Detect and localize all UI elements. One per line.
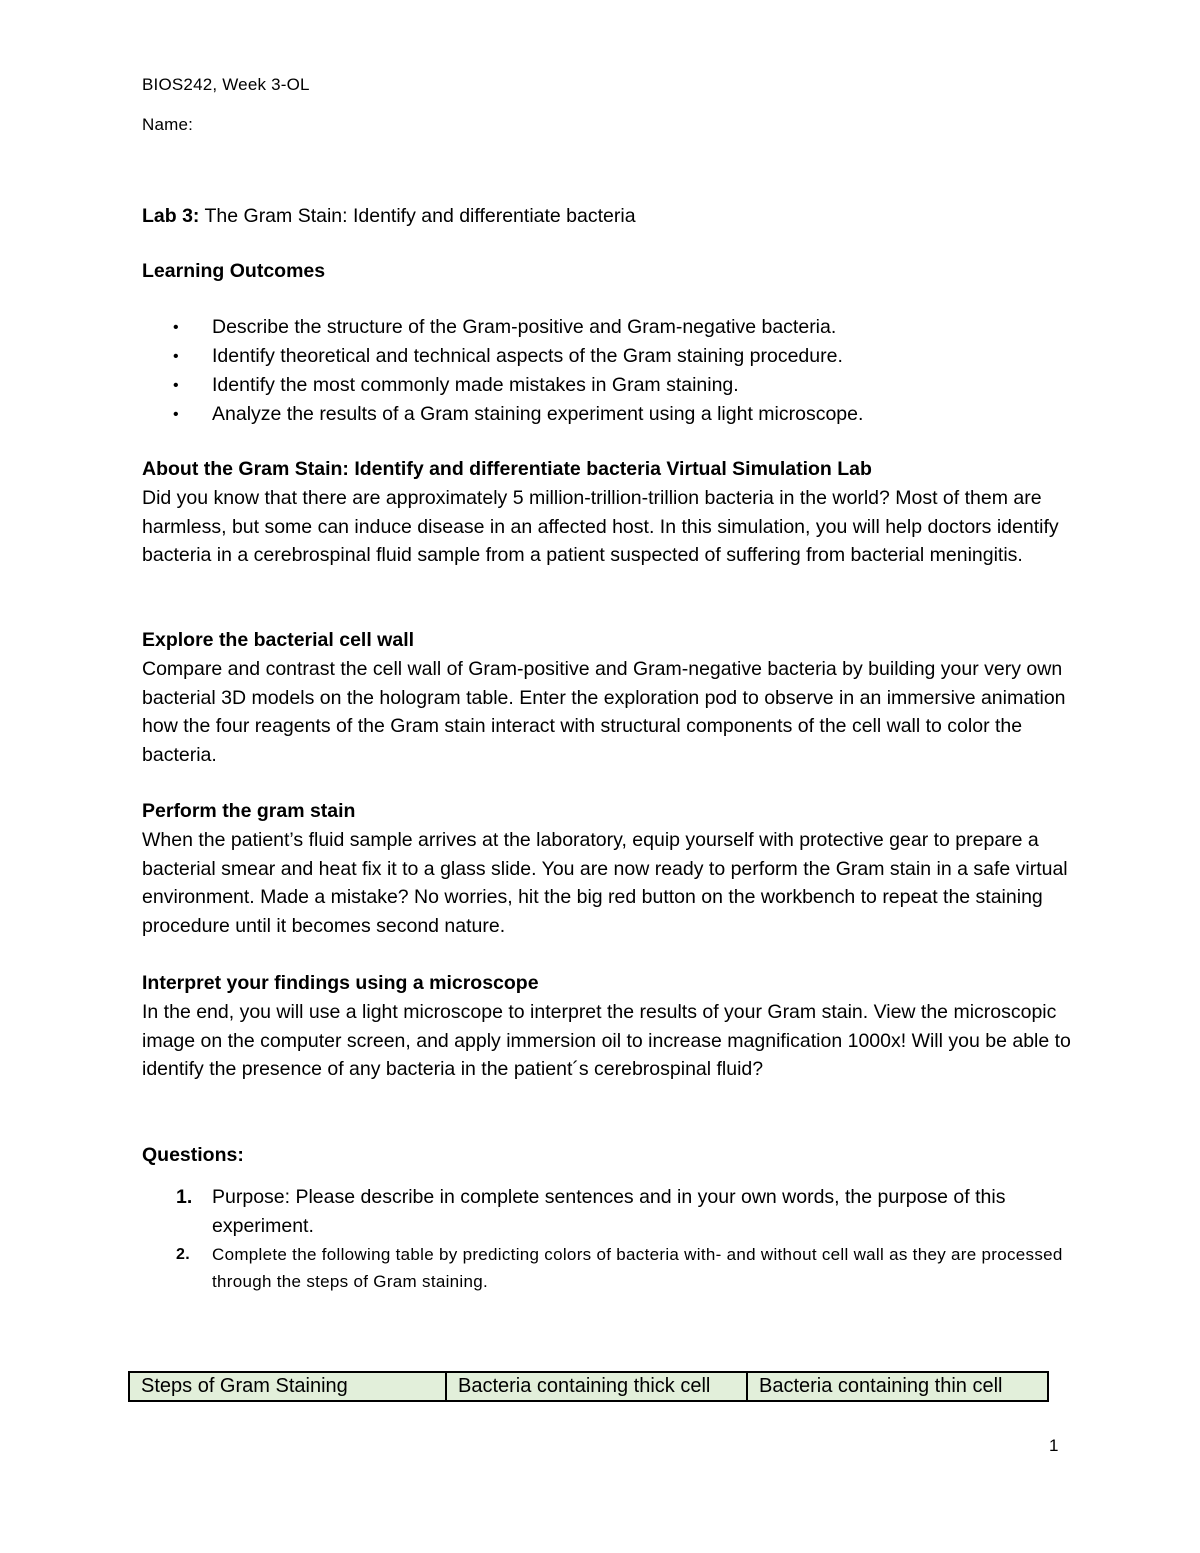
table-header-cell: Bacteria containing thick cell	[446, 1372, 747, 1401]
page-number: 1	[1049, 1436, 1059, 1455]
explore-section	[142, 626, 1072, 770]
bullet-icon: •	[173, 348, 179, 365]
table-header-row	[129, 1372, 1048, 1401]
perform-paragraph: When the patient’s fluid sample arrives at the laboratory, equip yourself with protective gear to prepare a bacterial smear and heat fix it to a glass slide. You are now ready to perform the Gram stain in a safe virtual environment. Made a mistake? No worries, hit the big red button on the workbench to repeat the staining procedure until it becomes second nature.	[142, 828, 1068, 938]
about-section	[142, 455, 1072, 570]
explore-heading: Explore the bacterial cell wall	[142, 629, 415, 651]
lab-title-text: The Gram Stain: Identify and differentiate bacteria	[199, 205, 636, 227]
learning-outcomes-heading: Learning Outcomes	[142, 260, 326, 282]
about-heading: About the Gram Stain: Identify and differentiate bacteria Virtual Simulation Lab	[142, 458, 872, 480]
outcome-text: Identify theoretical and technical aspects of the Gram staining procedure.	[212, 345, 843, 367]
course-header: BIOS242, Week 3-OL	[142, 75, 310, 94]
question-text: Purpose: Please describe in complete sentences and in your own words, the purpose of this experiment.	[212, 1186, 1006, 1237]
question-2	[142, 1241, 1072, 1295]
lab-title	[142, 202, 636, 231]
interpret-paragraph: In the end, you will use a light microscope to interpret the results of your Gram stain. View the microscopic image on the computer screen, and apply immersion oil to increase magnification 1000x! Will you be able to identify the presence of any bacteria in the patient´s cerebrospinal fluid?	[142, 1000, 1071, 1081]
table-header-cell: Bacteria containing thin cell	[747, 1372, 1048, 1401]
question-1	[142, 1183, 1072, 1240]
question-number: 2.	[176, 1246, 190, 1263]
interpret-heading: Interpret your findings using a microscope	[142, 972, 539, 994]
outcome-text: Identify the most commonly made mistakes in Gram staining.	[212, 374, 739, 396]
question-number: 1.	[176, 1186, 193, 1208]
bullet-icon: •	[173, 377, 179, 394]
outcome-text: Describe the structure of the Gram-positive and Gram-negative bacteria.	[212, 316, 837, 338]
learning-outcomes-list	[142, 313, 1072, 429]
about-paragraph: Did you know that there are approximately 5 million-trillion-trillion bacteria in the world? Most of them are harmless, but some can induce disease in an affected host. In this simulation, you will help doctors identify bacteria in a cerebrospinal fluid sample from a patient suspected of suffering from bacterial meningitis.	[142, 486, 1059, 567]
gram-staining-table	[128, 1371, 1049, 1402]
name-label: Name:	[142, 115, 194, 134]
list-item	[142, 371, 1072, 400]
outcome-text: Analyze the results of a Gram staining experiment using a light microscope.	[212, 403, 864, 425]
bullet-icon: •	[173, 319, 179, 336]
table-header-cell: Steps of Gram Staining	[129, 1372, 446, 1401]
bullet-icon: •	[173, 406, 179, 423]
question-text: Complete the following table by predicting colors of bacteria with- and without cell wall as they are processed through the steps of Gram staining.	[212, 1245, 1063, 1291]
perform-section	[142, 797, 1072, 941]
perform-heading: Perform the gram stain	[142, 800, 356, 822]
list-item	[142, 342, 1072, 371]
list-item	[142, 313, 1072, 342]
lab-title-prefix: Lab 3:	[142, 205, 200, 227]
list-item	[142, 400, 1072, 429]
explore-paragraph: Compare and contrast the cell wall of Gram-positive and Gram-negative bacteria by building your very own bacterial 3D models on the hologram table. Enter the exploration pod to observe in an immersive animation how the four reagents of the Gram stain interact with structural components of the cell wall to color the bacteria.	[142, 657, 1066, 767]
questions-heading: Questions:	[142, 1144, 244, 1166]
interpret-section	[142, 969, 1072, 1084]
questions-list	[142, 1183, 1072, 1295]
